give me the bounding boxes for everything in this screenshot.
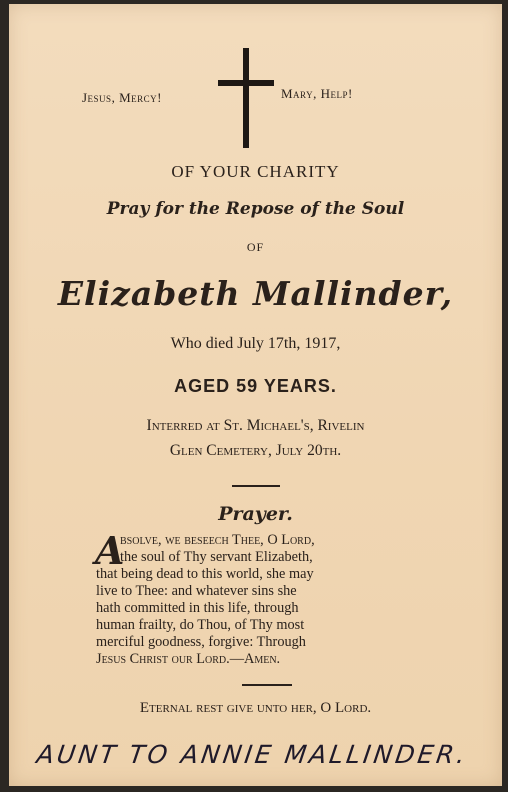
- interment-line-2: Glen Cemetery, July 20th.: [169, 442, 342, 459]
- of-line: OF: [246, 240, 265, 254]
- prayer-line: bsolve, we beseech Thee, O Lord,: [120, 532, 315, 548]
- eternal-rest-line: Eternal rest give unto her, O Lord.: [139, 700, 372, 716]
- cross-icon: [218, 48, 274, 148]
- charity-heading: OF YOUR CHARITY: [171, 162, 340, 181]
- death-date: Who died July 17th, 1917,: [170, 335, 341, 352]
- invocation-right: Mary, Help!: [281, 86, 353, 101]
- prayer-line: the soul of Thy servant Elizabeth,: [120, 549, 313, 565]
- prayer-line: that being dead to this world, she may: [96, 566, 314, 582]
- divider-top: [232, 485, 280, 487]
- memorial-card: [9, 4, 502, 786]
- handwritten-note: AUNT TO ANNIE MALLINDER.: [34, 740, 470, 769]
- prayer-line: hath committed in this life, through: [96, 600, 299, 616]
- prayer-line: Jesus Christ our Lord.—Amen.: [96, 651, 281, 667]
- prayer-line: merciful goodness, forgive: Through: [96, 634, 306, 650]
- prayer-dropcap: A: [95, 528, 125, 573]
- invocation-left: Jesus, Mercy!: [82, 90, 162, 105]
- interment-line-1: Interred at St. Michael's, Rivelin: [146, 417, 365, 434]
- prayer-line: human frailty, do Thou, of Thy most: [96, 617, 305, 633]
- divider-bottom: [242, 684, 292, 686]
- prayer-title: Prayer.: [218, 503, 293, 525]
- prayer-line: live to Thee: and whatever sins she: [96, 583, 297, 599]
- age-line: AGED 59 YEARS.: [174, 376, 337, 396]
- deceased-name: Elizabeth Mallinder,: [57, 274, 454, 313]
- pray-line: Pray for the Repose of the Soul: [106, 199, 405, 219]
